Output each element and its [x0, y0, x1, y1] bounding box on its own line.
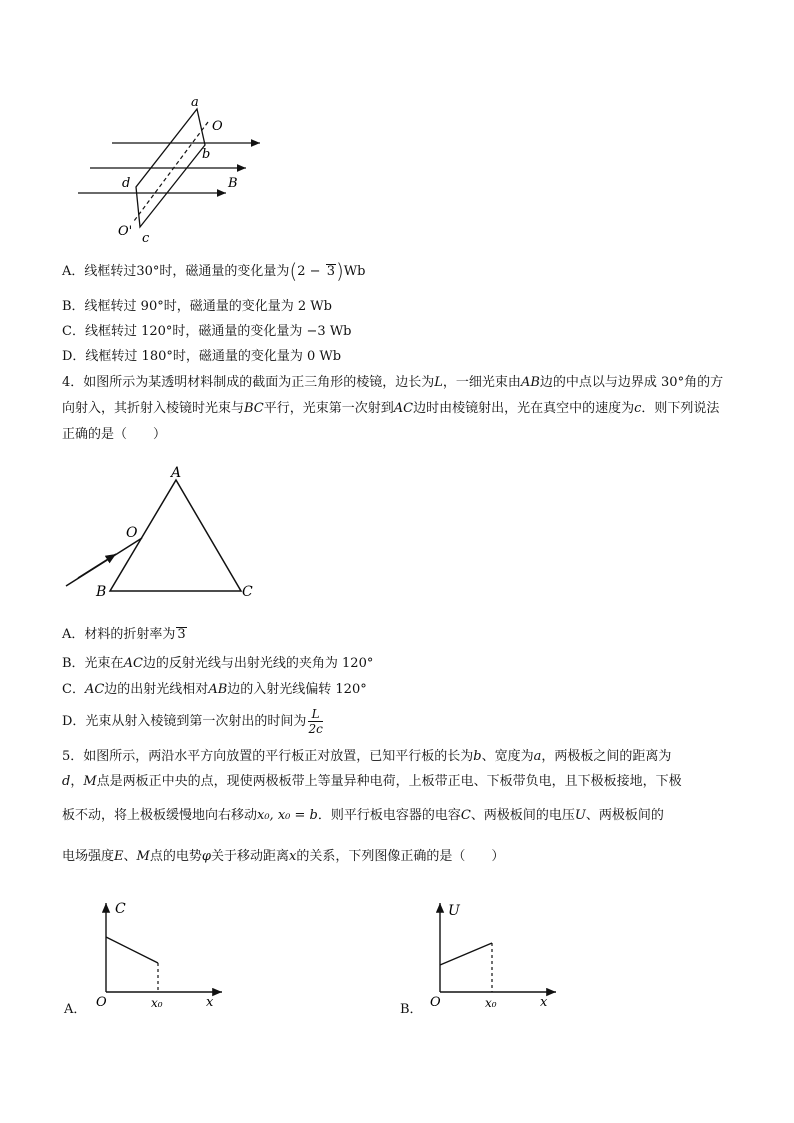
q5-line-2: d，M点是两板正中央的点，现使两极板带上等量异种电荷，上板带正电、下板带负电，且下极板接地，下极 — [62, 774, 682, 789]
q4-prism-figure — [58, 460, 268, 605]
q5-line-1: 5．如图所示，两沿水平方向放置的平行板正对放置，已知平行板的长为b、宽度为a，两极板之间的距离为 — [62, 749, 672, 764]
svg-text:O: O — [126, 525, 138, 541]
capacitance-line — [106, 937, 158, 963]
svg-text:x₀: x₀ — [485, 996, 497, 1010]
svg-text:A: A — [171, 465, 182, 481]
svg-text:B: B — [228, 176, 238, 191]
svg-text:O': O' — [118, 224, 133, 239]
svg-text:B: B — [96, 584, 107, 600]
svg-text:b: b — [202, 147, 211, 162]
svg-text:O: O — [430, 995, 441, 1010]
q3-option-d: D．线框转过 180°时，磁通量的变化量为 0 Wb — [62, 349, 342, 364]
q5-graph-b — [426, 897, 566, 1012]
time-fraction: $\frac{L}{2c}$ — [308, 707, 323, 736]
q5-graph-a — [92, 897, 232, 1012]
q5-option-a-label: A． — [64, 1002, 87, 1017]
q4-option-d: D．光束从射入棱镜到第一次射出的时间为 $\frac{L}{2c}$ — [62, 707, 323, 736]
q3-option-b: B．线框转过 90°时，磁通量的变化量为 2 Wb — [62, 299, 332, 314]
q4-option-c: C．AC边的出射光线相对AB边的入射光线偏转 120° — [62, 682, 367, 697]
q3-option-a: A．线框转过30°时，磁通量的变化量为(2 − 3)Wb — [62, 259, 366, 283]
svg-text:d: d — [122, 176, 131, 191]
svg-text:x₀: x₀ — [151, 996, 163, 1010]
q5-line-3: 板不动，将上极板缓慢地向右移动x₀, x₀ = b．则平行板电容器的电容C、两极板间的电压U、两极板间的 — [62, 808, 664, 823]
svg-text:C: C — [242, 584, 253, 600]
q5-line-4: 电场强度E、M点的电势φ关于移动距离x的关系，下列图像正确的是（ ） — [62, 849, 505, 864]
voltage-line — [440, 943, 492, 965]
svg-text:C: C — [115, 901, 126, 917]
incident-arrow — [78, 554, 116, 578]
svg-text:O: O — [212, 119, 223, 134]
q4-option-b: B．光束在AC边的反射光线与出射光线的夹角为 120° — [62, 656, 374, 671]
q4-stem: 4．如图所示为某透明材料制成的截面为正三角形的棱镜，边长为L，一细光束由AB边的中点以与边界成 30°角的方向射入，其折射入棱镜时光束与BC平行，光束第一次射到AC边时由棱镜射出，光在真空中的速度为c．则下列说法正确的是（ ） — [62, 375, 724, 442]
q3-frame-figure — [70, 95, 270, 245]
svg-text:O: O — [96, 995, 107, 1010]
svg-text:x: x — [540, 995, 548, 1010]
svg-text:U: U — [448, 903, 460, 919]
q3-option-c: C．线框转过 120°时，磁通量的变化量为 −3 Wb — [62, 324, 352, 339]
q5-option-b-label: B． — [400, 1002, 423, 1017]
q4-option-a: A．材料的折射率为 3 — [62, 627, 186, 642]
svg-text:c: c — [142, 231, 150, 245]
svg-text:a: a — [191, 95, 199, 110]
rotation-axis — [134, 122, 211, 221]
svg-text:x: x — [206, 995, 214, 1010]
